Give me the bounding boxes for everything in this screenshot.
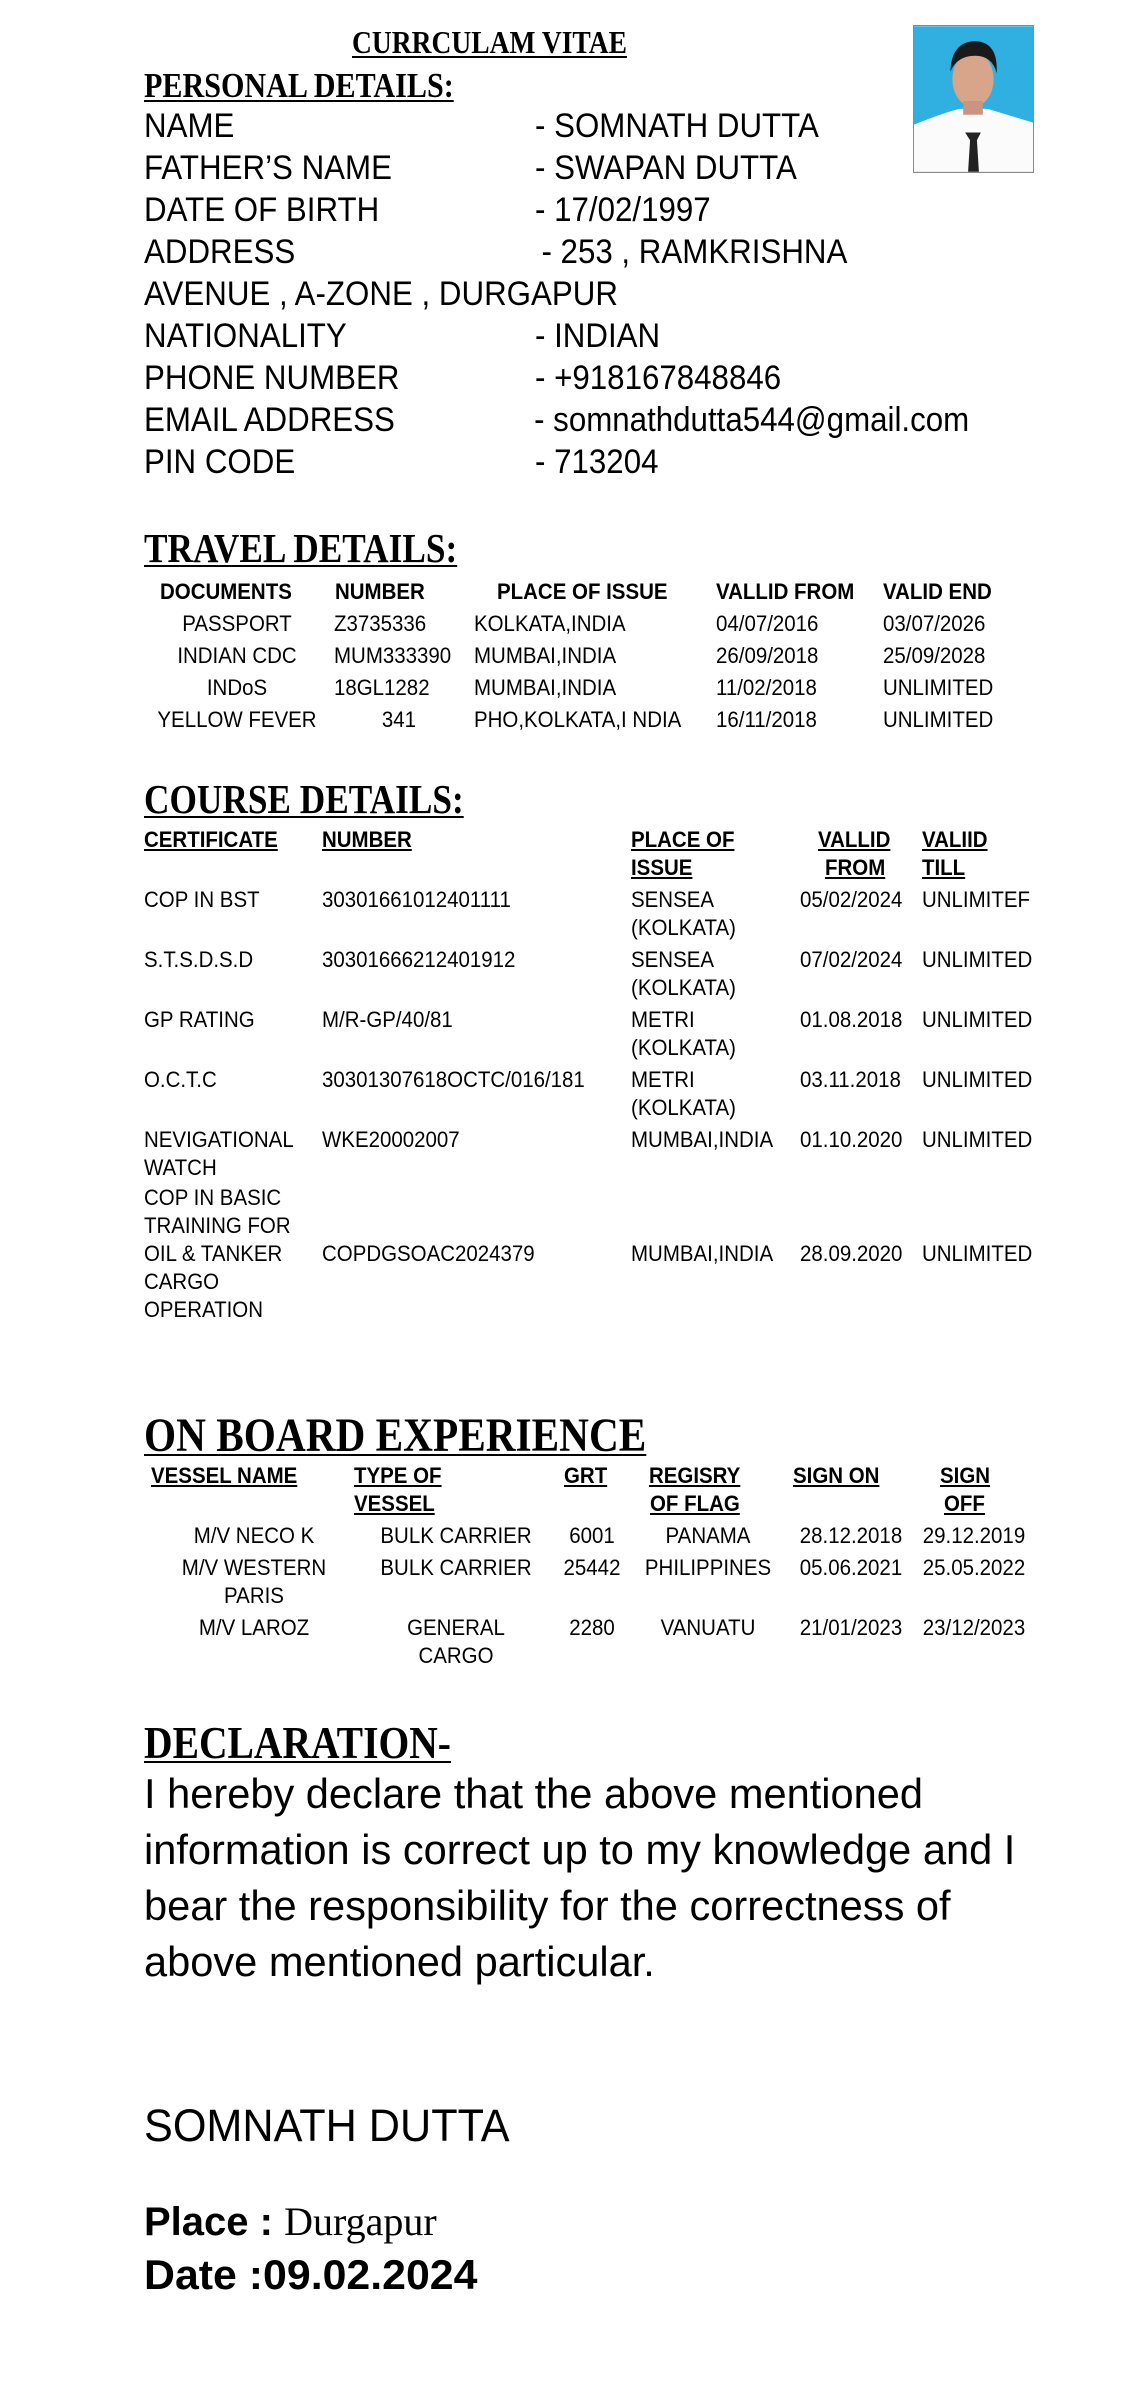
personal-row: [144, 274, 1064, 314]
signature-name: SOMNATH DUTTA: [144, 2100, 510, 2151]
onboard-sign-on: 28.12.2018: [799, 1523, 903, 1548]
onboard-column-header: VESSEL NAME: [151, 1463, 298, 1488]
course-number: WKE20002007: [322, 1127, 460, 1152]
onboard-column-header: OFF: [944, 1491, 985, 1516]
course-valid-from: 05/02/2024: [800, 887, 903, 912]
course-valid-from: 01.08.2018: [800, 1007, 903, 1032]
course-certificate: CARGO: [144, 1269, 220, 1294]
onboard-grt: 6001: [569, 1523, 615, 1548]
travel-cell: 341: [381, 707, 417, 732]
personal-label: NAME: [144, 107, 235, 145]
personal-row: [144, 148, 1064, 188]
onboard-vessel-type: CARGO: [418, 1643, 494, 1668]
travel-cell: 26/09/2018: [716, 643, 819, 668]
travel-cell: KOLKATA,INDIA: [474, 611, 626, 636]
onboard-vessel-name: M/V LAROZ: [198, 1615, 310, 1640]
course-certificate: O.C.T.C: [144, 1067, 217, 1092]
personal-row: [144, 358, 1064, 398]
course-certificate: OIL & TANKER: [144, 1241, 283, 1266]
course-place: (KOLKATA): [631, 975, 736, 1000]
onboard-column-header: SIGN ON: [793, 1463, 880, 1488]
course-certificate: NEVIGATIONAL: [144, 1127, 294, 1152]
travel-cell: 11/02/2018: [716, 675, 817, 700]
course-column-header: TILL: [922, 855, 966, 880]
personal-value: - 17/02/1997: [535, 191, 711, 229]
personal-row: [144, 106, 1064, 146]
onboard-flag: PANAMA: [665, 1523, 751, 1548]
course-valid-till: UNLIMITED: [922, 1007, 1033, 1032]
travel-cell: 18GL1282: [334, 675, 430, 700]
course-valid-till: UNLIMITED: [922, 1127, 1033, 1152]
personal-row: [144, 400, 1064, 440]
travel-column-header: NUMBER: [335, 579, 425, 604]
onboard-sign-on: 05.06.2021: [799, 1555, 903, 1580]
personal-row: [144, 316, 1064, 356]
onboard-column-header: REGISRY: [649, 1463, 741, 1488]
personal-value: - 253 , RAMKRISHNA: [541, 233, 848, 271]
course-column-header: FROM: [825, 855, 886, 880]
onboard-grt: 25442: [563, 1555, 621, 1580]
onboard-sign-off: 23/12/2023: [922, 1615, 1026, 1640]
course-place: METRI: [631, 1067, 695, 1092]
travel-column-header: DOCUMENTS: [160, 579, 292, 604]
declaration-heading: DECLARATION-: [144, 1717, 451, 1768]
travel-cell: MUMBAI,INDIA: [474, 643, 617, 668]
course-valid-from: 28.09.2020: [800, 1241, 903, 1266]
onboard-vessel-name: PARIS: [224, 1583, 284, 1608]
travel-cell: INDIAN CDC: [177, 643, 297, 668]
course-certificate: COP IN BASIC: [144, 1185, 282, 1210]
personal-label: ADDRESS: [144, 233, 296, 271]
course-place: SENSEA: [631, 887, 715, 912]
personal-label: PHONE NUMBER: [144, 359, 400, 397]
course-column-header: VALLID: [818, 827, 891, 852]
course-valid-from: 01.10.2020: [800, 1127, 903, 1152]
onboard-column-header: TYPE OF: [354, 1463, 442, 1488]
course-valid-till: UNLIMITED: [922, 1067, 1033, 1092]
personal-value: - SWAPAN DUTTA: [535, 149, 797, 187]
travel-column-header: PLACE OF ISSUE: [497, 579, 668, 604]
onboard-column-header: VESSEL: [354, 1491, 435, 1516]
onboard-sign-off: 25.05.2022: [922, 1555, 1026, 1580]
onboard-experience-heading: ON BOARD EXPERIENCE: [144, 1409, 647, 1462]
travel-cell: MUMBAI,INDIA: [474, 675, 617, 700]
course-column-header: VALIID: [922, 827, 988, 852]
course-place: MUMBAI,INDIA: [631, 1127, 774, 1152]
personal-details-heading: PERSONAL DETAILS:: [144, 66, 454, 105]
course-place: SENSEA: [631, 947, 715, 972]
travel-column-header: VALLID FROM: [716, 579, 855, 604]
course-number: 30301661012401111: [322, 887, 511, 912]
travel-cell: INDoS: [206, 675, 268, 700]
course-place: MUMBAI,INDIA: [631, 1241, 774, 1266]
onboard-vessel-name: M/V NECO K: [193, 1523, 315, 1548]
travel-cell: 25/09/2028: [883, 643, 986, 668]
course-place: (KOLKATA): [631, 915, 736, 940]
course-column-header: ISSUE: [631, 855, 693, 880]
onboard-vessel-type: BULK CARRIER: [380, 1523, 532, 1548]
onboard-column-header: SIGN: [940, 1463, 991, 1488]
travel-cell: Z3735336: [334, 611, 427, 636]
place-value: Durgapur: [284, 2199, 437, 2244]
personal-label: FATHER’S NAME: [144, 149, 392, 187]
onboard-vessel-type: BULK CARRIER: [380, 1555, 532, 1580]
travel-cell: PHO,KOLKATA,I NDIA: [474, 707, 682, 732]
place-label: Place :: [144, 2200, 285, 2244]
personal-label: DATE OF BIRTH: [144, 191, 380, 229]
course-column-header: NUMBER: [322, 827, 412, 852]
course-certificate: S.T.S.D.S.D: [144, 947, 254, 972]
travel-cell: UNLIMITED: [883, 675, 994, 700]
onboard-vessel-type: GENERAL: [407, 1615, 505, 1640]
personal-value: - SOMNATH DUTTA: [535, 107, 819, 145]
course-certificate: GP RATING: [144, 1007, 255, 1032]
personal-row: [144, 190, 1064, 230]
travel-details-heading: TRAVEL DETAILS:: [144, 525, 458, 571]
date-line: [144, 2250, 477, 2300]
onboard-column-header: OF FLAG: [650, 1491, 740, 1516]
travel-cell: PASSPORT: [182, 611, 292, 636]
personal-value: - +918167848846: [535, 359, 782, 397]
place-line: [144, 2198, 437, 2246]
course-number: COPDGSOAC2024379: [322, 1241, 535, 1266]
travel-cell: MUM333390: [334, 643, 452, 668]
course-valid-till: UNLIMITED: [922, 1241, 1033, 1266]
onboard-column-header: GRT: [564, 1463, 608, 1488]
course-place: (KOLKATA): [631, 1035, 736, 1060]
personal-value: - 713204: [535, 443, 659, 481]
date-label: Date :: [144, 2251, 264, 2298]
course-valid-from: 07/02/2024: [800, 947, 903, 972]
onboard-sign-on: 21/01/2023: [799, 1615, 903, 1640]
course-valid-from: 03.11.2018: [800, 1067, 901, 1092]
course-place: (KOLKATA): [631, 1095, 736, 1120]
date-value: 09.02.2024: [263, 2251, 478, 2298]
travel-cell: 04/07/2016: [716, 611, 819, 636]
onboard-sign-off: 29.12.2019: [922, 1523, 1026, 1548]
course-number: 30301307618OCTC/016/181: [322, 1067, 585, 1092]
course-certificate: WATCH: [144, 1155, 217, 1180]
course-column-header: PLACE OF: [631, 827, 735, 852]
course-certificate: COP IN BST: [144, 887, 260, 912]
course-number: 30301666212401912: [322, 947, 516, 972]
onboard-grt: 2280: [569, 1615, 615, 1640]
travel-cell: UNLIMITED: [883, 707, 994, 732]
course-column-header: CERTIFICATE: [144, 827, 278, 852]
course-place: METRI: [631, 1007, 695, 1032]
travel-cell: 03/07/2026: [883, 611, 986, 636]
personal-row: [144, 232, 1064, 272]
personal-label: AVENUE , A-ZONE , DURGAPUR: [144, 275, 618, 313]
declaration-text: I hereby declare that the above mentioned information is correct up to my knowledge and I bear the responsibility for the correctness of above mentioned particular.: [144, 1770, 1016, 1985]
course-valid-till: UNLIMITED: [922, 947, 1033, 972]
onboard-vessel-name: M/V WESTERN: [181, 1555, 327, 1580]
travel-column-header: VALID END: [883, 579, 992, 604]
personal-label: NATIONALITY: [144, 317, 347, 355]
course-number: M/R-GP/40/81: [322, 1007, 453, 1032]
document-title: CURRCULAM VITAE: [352, 24, 627, 60]
personal-row: [144, 442, 1064, 482]
travel-cell: YELLOW FEVER: [157, 707, 317, 732]
personal-label: EMAIL ADDRESS: [144, 401, 395, 439]
course-certificate: TRAINING FOR: [144, 1213, 291, 1238]
personal-value: - INDIAN: [535, 317, 661, 355]
course-valid-till: UNLIMITEF: [922, 887, 1030, 912]
personal-value: - somnathdutta544@gmail.com: [534, 401, 970, 439]
course-certificate: OPERATION: [144, 1297, 263, 1322]
course-details-heading: COURSE DETAILS:: [144, 776, 464, 822]
personal-label: PIN CODE: [144, 443, 296, 481]
onboard-flag: VANUATU: [660, 1615, 756, 1640]
travel-cell: 16/11/2018: [716, 707, 817, 732]
onboard-flag: PHILIPPINES: [644, 1555, 772, 1580]
